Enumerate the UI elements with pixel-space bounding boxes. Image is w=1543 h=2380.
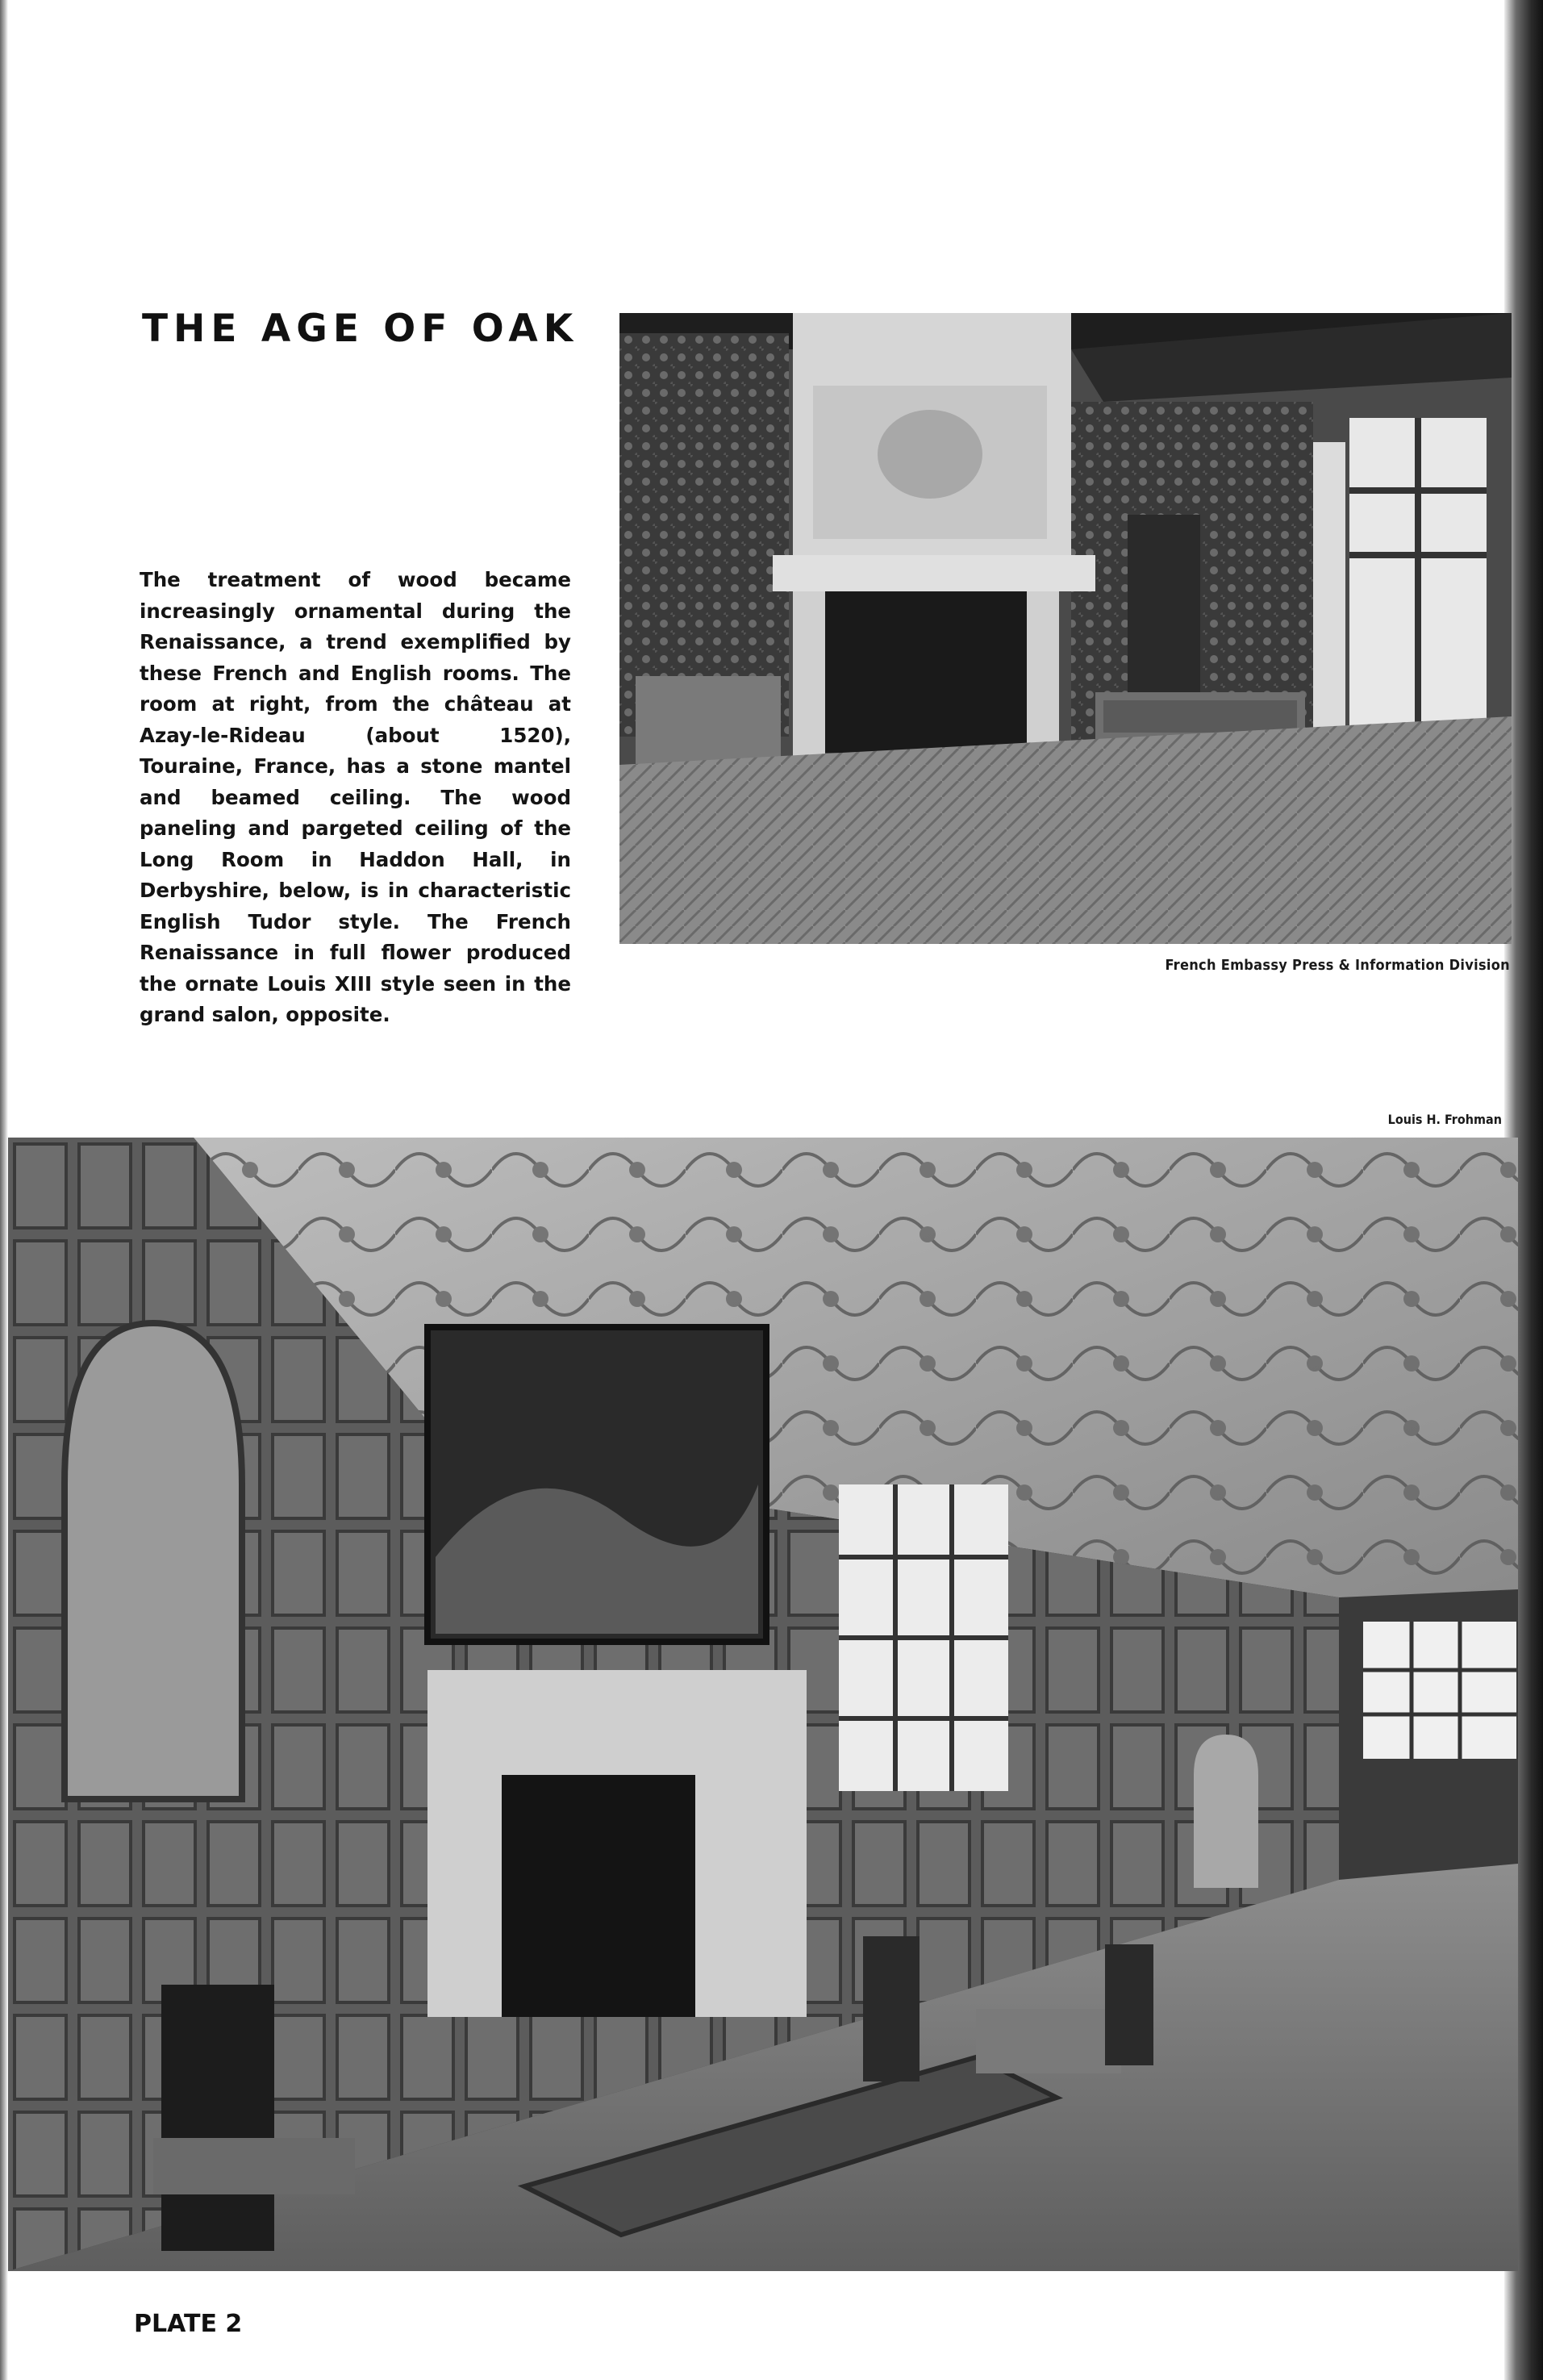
photo-haddon-hall-long-room — [8, 1138, 1518, 2271]
photo-credit-top: French Embassy Press & Information Division — [1165, 957, 1510, 974]
photo-azay-le-rideau-image — [619, 313, 1512, 944]
body-paragraph: The treatment of wood became increasingly ornamental during the Renaissance, a trend exemplified by these French and English rooms. The room at right, from the château at Azay-le-Rideau (about 1520), Touraine, France, has a stone mantel and beamed ceiling. The wood paneling and pargeted ceiling of the Long Room in Haddon Hall, in Derbyshire, below, is in characteristic English Tudor style. The French Renaissance in full flower produced the ornate Louis XIII style seen in the grand salon, opposite. — [140, 568, 571, 1026]
photo-credit-bottom: Louis H. Frohman — [1387, 1112, 1502, 1127]
page-gutter-left — [0, 0, 8, 2380]
photo-haddon-hall-image — [8, 1138, 1518, 2271]
plate-label: PLATE 2 — [134, 2310, 243, 2338]
photo-azay-le-rideau-room — [619, 313, 1512, 944]
page-title: THE AGE OF OAK — [142, 307, 579, 351]
